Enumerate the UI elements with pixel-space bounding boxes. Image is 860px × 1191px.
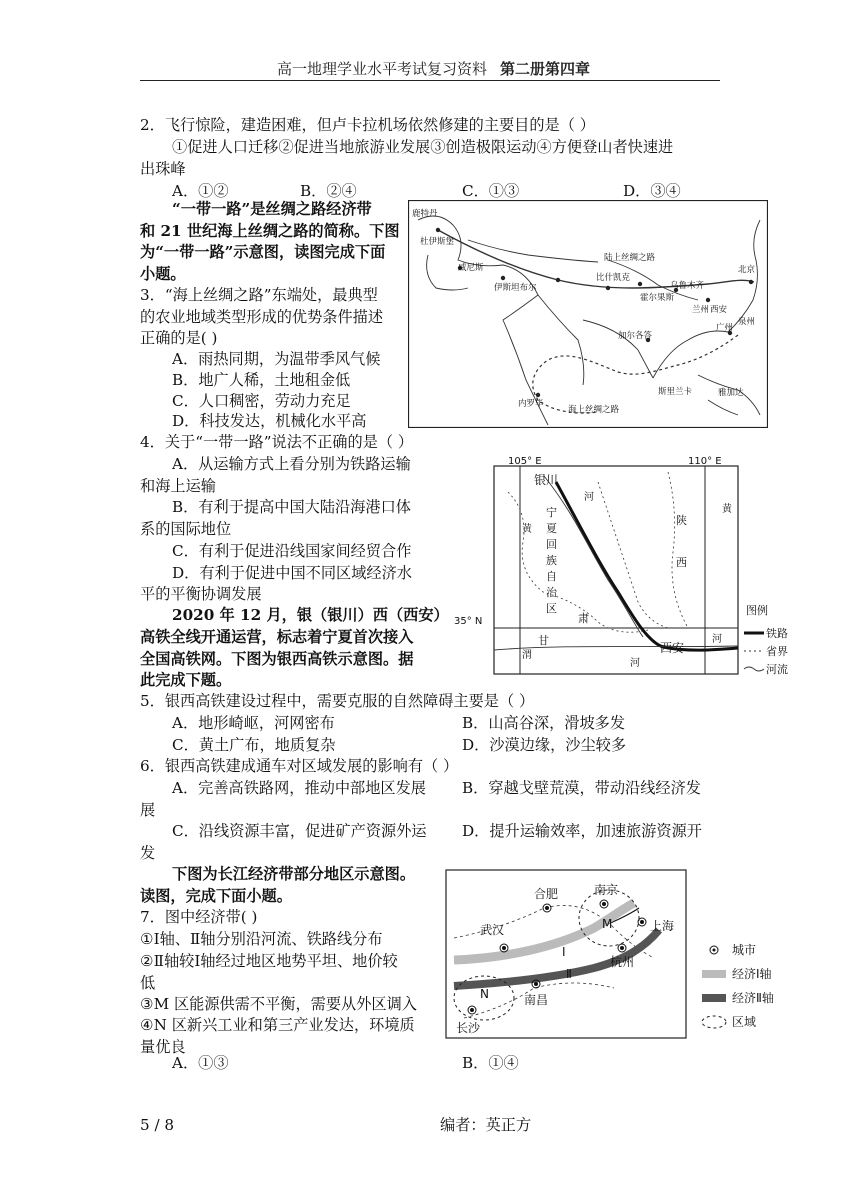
label-kolkata: 加尔各答: [618, 331, 653, 341]
city-hangzhou: 杭州: [610, 955, 635, 969]
page-number: 5 / 8: [140, 1116, 175, 1134]
q6-option-d-cont: 发: [140, 844, 156, 862]
q2-option-c: C．①③: [462, 182, 520, 200]
region-zhi: 治: [546, 586, 557, 599]
axis-label-I: Ⅰ: [562, 945, 566, 959]
legend-zone: 区域: [732, 1015, 757, 1029]
intro2-line1: 2020 年 12 月，银（银川）西（西安）: [172, 606, 449, 624]
q5-option-d: D．沙漠边缘，沙尘较多: [462, 736, 627, 754]
zone-label-M: M: [602, 917, 613, 931]
lat-35: 35° N: [454, 616, 483, 627]
legend-railway: 铁路: [766, 627, 788, 640]
city-shanghai: 上海: [650, 919, 675, 933]
lon-105: 105° E: [508, 456, 542, 467]
intro2-line2: 高铁全线开通运营，标志着宁夏首次接入: [140, 628, 414, 646]
intro1-line3: 为“一带一路”示意图，读图完成下面: [140, 243, 386, 261]
q7-option-b: B．①④: [462, 1054, 519, 1072]
intro3-line2: 读图，完成下面小题。: [140, 887, 292, 905]
legend-river-swatch: [744, 667, 764, 671]
legend-axis2-swatch: [702, 994, 726, 1002]
q7-statement-2: ②Ⅱ轴较Ⅰ轴经过地区地势平坦、地价较: [140, 952, 398, 970]
q5-option-b: B．山高谷深，滑坡多发: [462, 714, 626, 732]
city-hefei: 合肥: [534, 887, 559, 901]
city-yinchuan: 银川: [534, 473, 559, 487]
q2-stem: 2．飞行惊险，建造困难，但卢卡拉机场依然修建的主要目的是（ ）: [140, 116, 595, 134]
city-changsha: 长沙: [456, 1021, 481, 1035]
river-he-2: 河: [712, 634, 722, 645]
intro2-line3: 全国高铁网。下图为银西高铁示意图。据: [140, 650, 414, 668]
editor-credit: 编者：英正方: [440, 1116, 532, 1134]
region-gan: 甘: [538, 634, 549, 647]
label-khorgos: 霍尔果斯: [640, 293, 675, 303]
label-sri-lanka: 斯里兰卡: [658, 387, 693, 397]
label-duisburg: 杜伊斯堡: [420, 237, 455, 247]
q7-statement-2-cont: 低: [140, 974, 156, 992]
q7-stem: 7．图中经济带( ): [140, 908, 258, 926]
q7-statement-4-cont: 量优良: [140, 1038, 186, 1056]
q3-stem-2: 的农业地域类型形成的优势条件描述: [140, 308, 383, 326]
q6-option-a: A．完善高铁路网，推动中部地区发展: [172, 779, 426, 797]
intro3-line1: 下图为长江经济带部分地区示意图。: [172, 865, 415, 883]
q3-stem: 3．“海上丝绸之路”东端处，最典型: [140, 286, 378, 304]
q4-option-d: D．有利于促进中国不同区域经济水: [172, 564, 412, 582]
q2-statements: ①促进人口迁移②促进当地旅游业发展③创造极限运动④方便登山者快速进: [172, 138, 674, 156]
q4-option-c: C．有利于促进沿线国家间经贸合作: [172, 542, 412, 560]
label-nairobi: 内罗毕: [518, 399, 544, 409]
q6-option-c: C．沿线资源丰富，促进矿产资源外运: [172, 822, 427, 840]
q4-option-d-cont: 平的平衡协调发展: [140, 585, 262, 603]
legend-axis2: 经济Ⅱ轴: [732, 991, 774, 1005]
river-wei: 渭: [522, 650, 532, 661]
q3-stem-3: 正确的是( ): [140, 329, 218, 347]
axis-label-II: Ⅱ: [566, 967, 572, 981]
city-nanjing: 南京: [594, 883, 619, 897]
legend-axis1: 经济Ⅰ轴: [732, 967, 772, 981]
intro1-line2: 和 21 世纪海上丝绸之路的简称。下图: [140, 222, 400, 240]
q3-option-a: A．雨热同期，为温带季风气候: [172, 350, 381, 368]
q4-option-a: A．从运输方式上看分别为铁路运输: [172, 455, 411, 473]
region-ning: 宁: [546, 506, 557, 519]
region-su: 肃: [578, 612, 589, 625]
region-zu: 族: [546, 554, 557, 567]
q6-option-b-cont: 展: [140, 801, 156, 819]
map2-frame: [494, 466, 738, 674]
label-jakarta: 雅加达: [718, 388, 744, 398]
q4-option-b: B．有利于提高中国大陆沿海港口体: [172, 498, 411, 516]
region-zi: 自: [546, 570, 557, 583]
region-hui: 回: [546, 538, 557, 551]
label-urumqi: 乌鲁木齐: [670, 281, 705, 291]
q3-option-c: C．人口稠密，劳动力充足: [172, 392, 351, 410]
q5-option-a: A．地形崎岖，河网密布: [172, 714, 335, 732]
region-shan: 陕: [676, 514, 687, 527]
q6-option-d: D．提升运输效率，加速旅游资源开: [462, 822, 702, 840]
city-wuhan: 武汉: [480, 923, 505, 937]
lon-110: 110° E: [688, 456, 722, 467]
yangtze-belt-map: [444, 868, 800, 1044]
label-guangzhou: 广州: [716, 323, 734, 333]
q7-statement-3: ③M 区能源供需不平衡，需要从外区调入: [140, 995, 417, 1013]
label-beijing: 北京: [738, 265, 756, 275]
q3-option-b: B．地广人稀，土地租金低: [172, 371, 351, 389]
yinxi-hsr-map: [448, 452, 800, 682]
header-rule: [140, 80, 720, 81]
q6-stem: 6．银西高铁建成通车对区域发展的影响有（ ）: [140, 757, 459, 775]
q7-statement-4: ④N 区新兴工业和第三产业发达，环境质: [140, 1016, 415, 1034]
q4-option-a-cont: 和海上运输: [140, 477, 216, 495]
river-he-3: 河: [630, 658, 640, 669]
intro2-line4: 此完成下题。: [140, 671, 232, 689]
legend-axis1-swatch: [702, 970, 726, 978]
q2-option-d: D．③④: [623, 182, 681, 200]
label-lanzhou: 兰州: [692, 305, 710, 315]
q3-option-d: D．科技发达，机械化水平高: [172, 412, 367, 430]
legend-zone-swatch: [702, 1016, 726, 1028]
label-land-road: 陆上丝绸之路: [604, 253, 656, 263]
q2-statements-cont: 出珠峰: [140, 160, 186, 178]
header-doc-title: 高一地理学业水平考试复习资料: [277, 60, 488, 78]
legend-city: 城市: [732, 943, 757, 957]
river-huang-1: 黄: [522, 524, 532, 535]
label-bishkek: 比什凯克: [596, 273, 631, 283]
q4-stem: 4．关于“一带一路”说法不正确的是（ ）: [140, 433, 414, 451]
label-quanzhou: 泉州: [738, 317, 756, 327]
belt-road-map: [408, 200, 768, 428]
intro1-line1: “一带一路”是丝绸之路经济带: [172, 200, 372, 218]
label-venice: 威尼斯: [458, 263, 484, 273]
q7-option-a: A．①③: [172, 1054, 229, 1072]
label-rotterdam: 鹿特丹: [412, 209, 438, 219]
q7-statement-1: ①Ⅰ轴、Ⅱ轴分别沿河流、铁路线分布: [140, 930, 383, 948]
q5-stem: 5．银西高铁建设过程中，需要克服的自然障碍主要是（ ）: [140, 692, 535, 710]
label-istanbul: 伊斯坦布尔: [494, 283, 537, 293]
region-xi: 西: [676, 556, 687, 569]
legend-title: 图例: [746, 604, 768, 617]
legend-river: 河流: [766, 663, 788, 676]
q6-option-b: B．穿越戈壁荒漠，带动沿线经济发: [462, 779, 701, 797]
region-xia: 夏: [546, 522, 557, 535]
legend-border: 省界: [766, 645, 788, 658]
label-maritime-road: 海上丝绸之路: [568, 405, 620, 415]
zone-label-N: N: [480, 987, 489, 1001]
city-nanchang: 南昌: [524, 993, 549, 1007]
river-huang-2: 黄: [722, 504, 732, 515]
q5-option-c: C．黄土广布，地质复杂: [172, 736, 336, 754]
label-xian: 西安: [710, 305, 728, 315]
intro1-line4: 小题。: [140, 265, 186, 283]
header-chapter: 第二册第四章: [500, 60, 591, 78]
q2-option-a: A．①②: [172, 182, 229, 200]
region-qu: 区: [546, 602, 557, 615]
city-xian: 西安: [660, 641, 685, 655]
q4-option-b-cont: 系的国际地位: [140, 520, 232, 538]
q2-option-b: B．②④: [300, 182, 357, 200]
river-he-1: 河: [584, 492, 594, 503]
map3-legend: [702, 943, 774, 1029]
